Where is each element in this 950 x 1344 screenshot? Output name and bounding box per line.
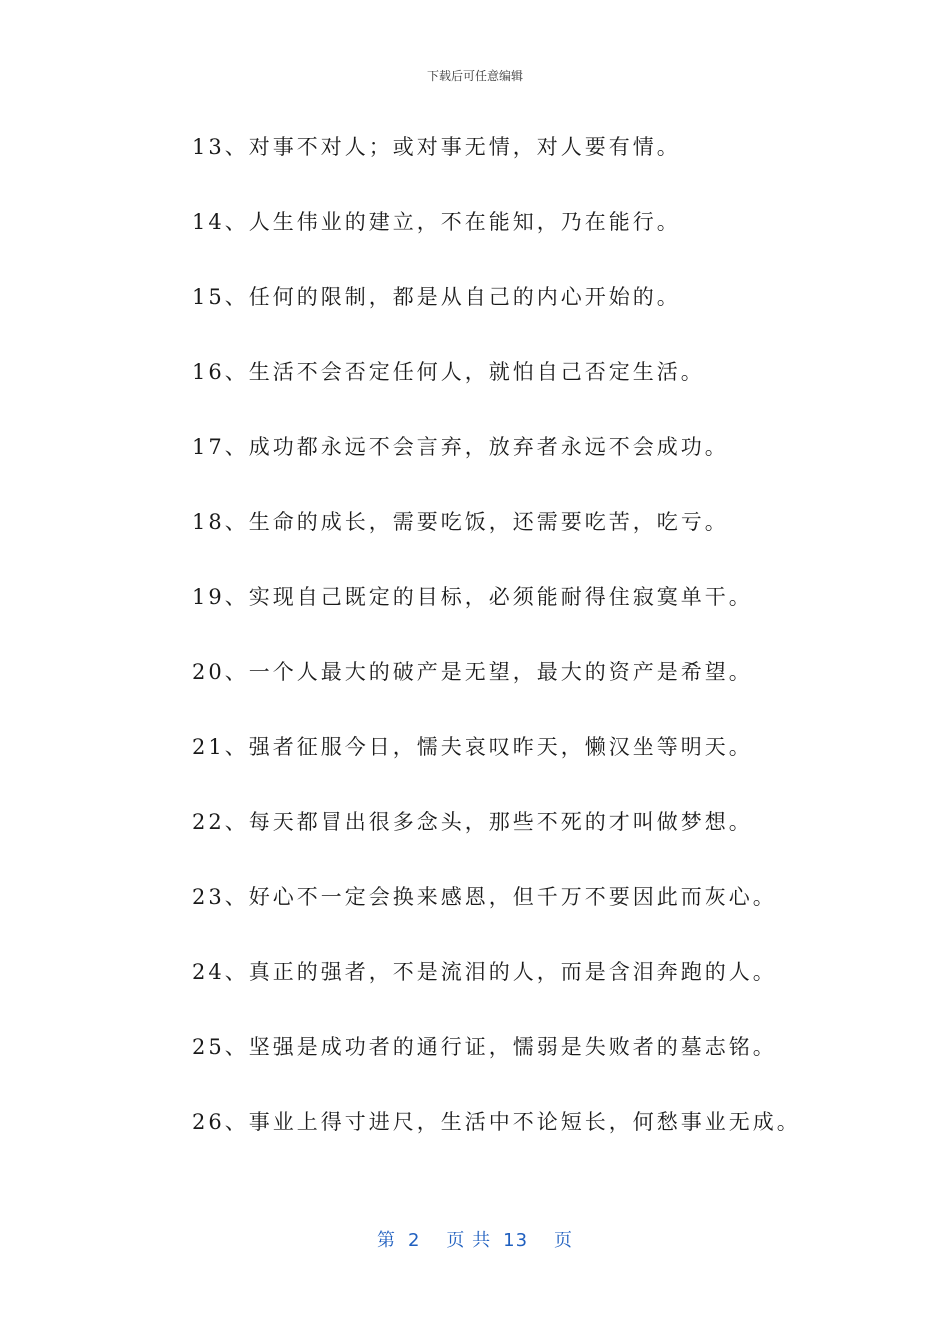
list-item: 18、生命的成长，需要吃饭，还需要吃苦，吃亏。 <box>192 510 729 534</box>
quote-list <box>192 130 892 1180</box>
list-item: 26、事业上得寸进尺，生活中不论短长，何愁事业无成。 <box>192 1110 801 1134</box>
list-item: 22、每天都冒出很多念头，那些不死的才叫做梦想。 <box>192 810 753 834</box>
footer-suffix: 页 <box>554 1230 574 1251</box>
list-item: 17、成功都永远不会言弃，放弃者永远不会成功。 <box>192 435 729 459</box>
footer-middle: 页 共 <box>446 1230 492 1251</box>
list-item: 25、坚强是成功者的通行证，懦弱是失败者的墓志铭。 <box>192 1035 777 1059</box>
list-item: 15、任何的限制，都是从自己的内心开始的。 <box>192 285 681 309</box>
list-item: 16、生活不会否定任何人，就怕自己否定生活。 <box>192 360 705 384</box>
current-page-number: 2 <box>407 1230 421 1251</box>
list-item: 19、实现自己既定的目标，必须能耐得住寂寞单干。 <box>192 585 753 609</box>
list-item: 23、好心不一定会换来感恩，但千万不要因此而灰心。 <box>192 885 777 909</box>
header-note: 下载后可任意编辑 <box>426 69 523 83</box>
list-item: 24、真正的强者，不是流泪的人，而是含泪奔跑的人。 <box>192 960 777 984</box>
list-item: 20、一个人最大的破产是无望，最大的资产是希望。 <box>192 660 753 684</box>
footer-prefix: 第 <box>376 1230 396 1251</box>
page-number-footer <box>0 1226 950 1252</box>
total-pages-number: 13 <box>503 1230 529 1251</box>
list-item: 14、人生伟业的建立，不在能知，乃在能行。 <box>192 210 681 234</box>
list-item: 21、强者征服今日，懦夫哀叹昨天，懒汉坐等明天。 <box>192 735 753 759</box>
list-item: 13、对事不对人；或对事无情，对人要有情。 <box>192 135 681 159</box>
